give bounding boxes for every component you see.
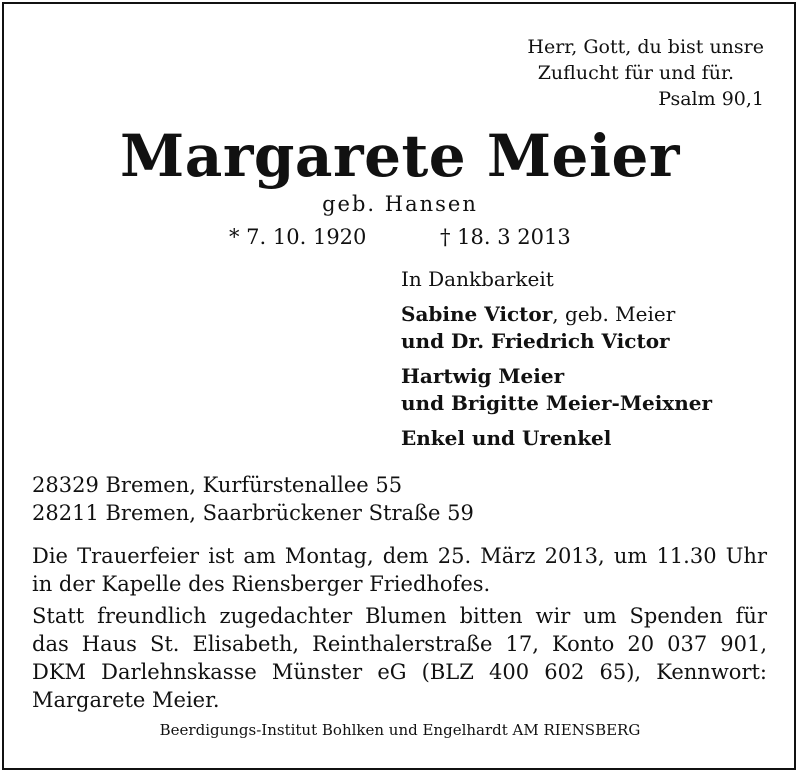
motto-line-2: Zuflucht für und für. [537,62,734,84]
mourner-line: und Brigitte Meier-Meixner [401,391,713,415]
funeral-home-footer: Beerdigungs-Institut Bohlken und Engelhardt AM RIENSBERG [159,721,641,739]
deceased-name: Margarete Meier [120,122,680,190]
service-line-2: in der Kapelle des Riensberger Friedhofes. [32,572,491,596]
motto-source: Psalm 90,1 [658,88,764,110]
service-info [32,542,767,598]
mourners-block [401,266,712,452]
donation-line-4: Margarete Meier. [32,688,220,712]
birth-name: geb. Hansen [322,192,478,216]
mourner-line: und Dr. Friedrich Victor [401,329,670,353]
donation-line-2: das Haus St. Elisabeth, Reinthalerstraße 17, Konto 20 037 901, [32,632,767,656]
donation-line-1: Statt freundlich zugedachter Blumen bitten wir um Spenden für [32,604,767,628]
mourner-line: Sabine Victor, geb. Meier [401,302,676,326]
service-line-1: Die Trauerfeier ist am Montag, dem 25. März 2013, um 11.30 Uhr [32,544,767,568]
address-line: 28211 Bremen, Saarbrückener Straße 59 [32,501,474,525]
psalm-motto [464,34,764,112]
motto-line-1: Herr, Gott, du bist unsre [527,36,764,58]
address-line: 28329 Bremen, Kurfürstenallee 55 [32,473,403,497]
mourner-line: Hartwig Meier [401,364,565,388]
donation-info [32,602,767,714]
birth-date: * 7. 10. 1920 [229,225,367,249]
donation-line-3: DKM Darlehnskasse Münster eG (BLZ 400 602 65), Kennwort: [32,660,767,684]
mourner-line: Enkel und Urenkel [401,426,612,450]
address-block [32,471,474,527]
death-date: † 18. 3 2013 [440,225,571,249]
mourners-intro: In Dankbarkeit [401,267,554,291]
